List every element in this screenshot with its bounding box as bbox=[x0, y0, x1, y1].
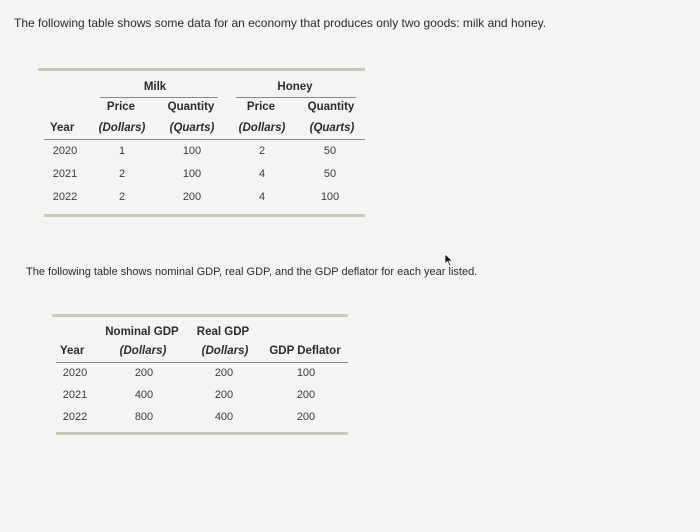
header-honey-price: Price bbox=[246, 101, 276, 113]
group-header-honey: Honey bbox=[277, 81, 313, 93]
table2-header-rule bbox=[56, 362, 348, 363]
header-nominal-unit: (Dollars) bbox=[119, 345, 167, 357]
table2-top-rule bbox=[52, 314, 348, 317]
table2-bottom-rule bbox=[56, 432, 348, 435]
table1-header-rule bbox=[44, 139, 365, 140]
table-cell: 2020 bbox=[62, 367, 88, 379]
table-cell: 2 bbox=[118, 191, 126, 203]
table-cell: 4 bbox=[258, 168, 266, 180]
table-cell: 400 bbox=[214, 411, 234, 423]
table-cell: 100 bbox=[182, 145, 202, 157]
table-cell: 200 bbox=[182, 191, 202, 203]
table-cell: 200 bbox=[296, 389, 316, 401]
table-cell: 50 bbox=[323, 168, 337, 180]
table-cell: 2 bbox=[258, 145, 266, 157]
header-year-2: Year bbox=[60, 345, 85, 357]
table-cell: 2 bbox=[118, 168, 126, 180]
header-milk-quantity: Quantity bbox=[167, 101, 215, 113]
header-nominal-gdp: Nominal GDP bbox=[105, 326, 179, 338]
table-cell: 100 bbox=[182, 168, 202, 180]
table-cell: 200 bbox=[134, 367, 154, 379]
table-cell: 800 bbox=[134, 411, 154, 423]
table-cell: 2020 bbox=[52, 145, 78, 157]
table-cell: 2022 bbox=[52, 191, 78, 203]
table-cell: 200 bbox=[214, 367, 234, 379]
table-cell: 50 bbox=[323, 145, 337, 157]
header-honey-quantity-unit: (Quarts) bbox=[309, 122, 355, 134]
table1-bottom-rule bbox=[44, 214, 365, 217]
table-cell: 100 bbox=[296, 367, 316, 379]
header-milk-price: Price bbox=[106, 101, 136, 113]
header-milk-price-unit: (Dollars) bbox=[98, 122, 146, 134]
header-real-gdp: Real GDP bbox=[196, 326, 250, 338]
table-cell: 2022 bbox=[62, 411, 88, 423]
table-cell: 200 bbox=[214, 389, 234, 401]
table-cell: 2021 bbox=[52, 168, 78, 180]
table1-top-rule bbox=[38, 68, 365, 71]
header-honey-quantity: Quantity bbox=[307, 101, 355, 113]
header-milk-quantity-unit: (Quarts) bbox=[169, 122, 215, 134]
table-cell: 100 bbox=[320, 191, 340, 203]
group-header-milk: Milk bbox=[143, 81, 167, 93]
table-cell: 200 bbox=[296, 411, 316, 423]
header-real-unit: (Dollars) bbox=[201, 345, 249, 357]
header-honey-price-unit: (Dollars) bbox=[238, 122, 286, 134]
table-cell: 400 bbox=[134, 389, 154, 401]
header-year: Year bbox=[50, 122, 75, 134]
milk-group-underline bbox=[100, 97, 218, 98]
table-cell: 4 bbox=[258, 191, 266, 203]
table-cell: 2021 bbox=[62, 389, 88, 401]
header-gdp-deflator: GDP Deflator bbox=[269, 345, 341, 357]
intro-text-2: The following table shows nominal GDP, real GDP, and the GDP deflator for each year listed. bbox=[26, 266, 478, 278]
intro-text: The following table shows some data for an economy that produces only two goods: milk and honey. bbox=[14, 16, 547, 30]
honey-group-underline bbox=[236, 97, 356, 98]
table-cell: 1 bbox=[118, 145, 126, 157]
